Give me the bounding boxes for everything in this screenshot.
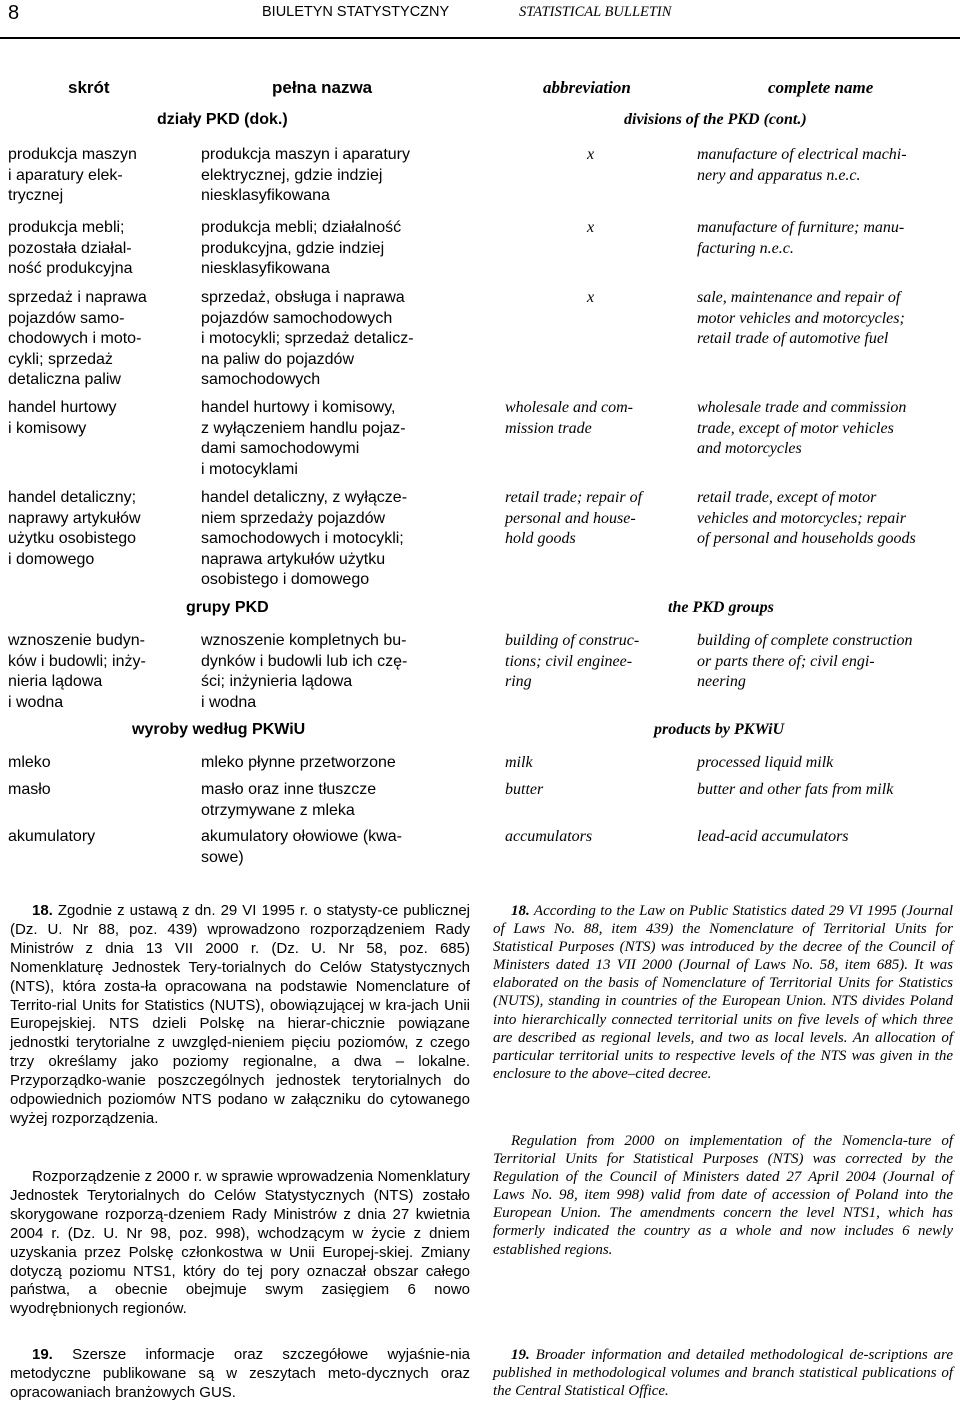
table-cell-full-pl: mleko płynne przetworzone bbox=[201, 754, 396, 771]
col-header-full-pl: pełna nazwa bbox=[272, 78, 373, 97]
table-cell-full-en: processed liquid milk bbox=[697, 754, 834, 771]
bulletin-title-en: STATISTICAL BULLETIN bbox=[519, 4, 672, 20]
table-cell-full-en: butter and other fats from milk bbox=[697, 781, 894, 798]
note-number: 18. bbox=[511, 903, 530, 919]
table-cell-short-en: butter bbox=[505, 781, 544, 798]
col-header-short-pl: skrót bbox=[68, 78, 110, 97]
note-number: 18. bbox=[32, 902, 53, 919]
table-cell-short-en: accumulators bbox=[505, 828, 593, 845]
table-cell-full-pl: handel detaliczny, z wyłącze- niem sprzedaży pojazdów samochodowych i motocykli; naprawa artykułów użytku osobistego i domowego bbox=[201, 489, 408, 588]
col-header-full-en: complete name bbox=[768, 78, 874, 97]
table-cell-full-en: lead-acid accumulators bbox=[697, 828, 849, 845]
note-number: 19. bbox=[32, 1346, 53, 1363]
table-cell-short-pl: mleko bbox=[8, 754, 51, 771]
note-18-pl bbox=[10, 902, 470, 1129]
note-19-pl bbox=[10, 1346, 470, 1403]
note-number: 19. bbox=[511, 1347, 530, 1363]
table-cell-short-en: retail trade; repair of personal and house- hold goods bbox=[505, 489, 643, 547]
page-header bbox=[0, 0, 960, 39]
table-cell-full-pl: wznoszenie kompletnych bu- dynków i budowli lub ich czę- ści; inżynieria lądowa i wodna bbox=[201, 632, 408, 711]
bulletin-title-pl: BIULETYN STATYSTYCZNY bbox=[262, 4, 450, 20]
table-cell-short-pl: sprzedaż i naprawa pojazdów samo- chodowych i moto- cykli; sprzedaż detaliczna paliw bbox=[8, 289, 147, 388]
table-cell-short-en: wholesale and com- mission trade bbox=[505, 399, 633, 437]
table-cell-full-pl: akumulatory ołowiowe (kwa- sowe) bbox=[201, 828, 402, 866]
note-text: Broader information and detailed methodological de-scriptions are published in methodological volumes and branch statistical publications of the Central Statistical Office. bbox=[493, 1347, 953, 1400]
table-cell-full-pl: produkcja maszyn i aparatury elektrycznej, gdzie indziej niesklasyfikowana bbox=[201, 146, 410, 204]
col-header-short-en: abbreviation bbox=[543, 78, 631, 97]
table-cell-full-en: manufacture of furniture; manu- facturing n.e.c. bbox=[697, 219, 905, 257]
note-text: Zgodnie z ustawą z dn. 29 VI 1995 r. o statysty-ce publicznej (Dz. U. Nr 88, poz. 439) wprowadzono rozporządzeniem Rady Ministrów z dnia 13 VII 2000 r. (Dz. U. Nr 58, poz. 685) Nomenklaturę Jednostek Tery-torialnych do Celów Statystycznych (NTS), która zosta-ła opracowana na podstawie Nomenclature of Territo-rial Units for Statistics (NUTS), obowiązującej w kra-jach Unii Europejskiej. NTS dzieli Polskę na hierar-chicznie powiązane jednostki terytorialne z uwzględ-nieniem pięciu poziomów, z czego trzy określamy jako poziomy regionalne, a dwa – lokalne. Przyporządko-wanie poszczególnych jednostek terytorialnych do odpowiednich poziomów NTS podano w załączniku do cytowanego wyżej rozporządzenia. bbox=[10, 902, 470, 1127]
note-18-pl-paragraph-2: Rozporządzenie z 2000 r. w sprawie wprowadzenia Nomenklatury Jednostek Terytorialnych do Celów Statystycznych (NTS) zostało skorygowane rozporzą-dzeniem Rady Ministrów z dnia 27 kwietnia 2004 r. (Dz. U. Nr 98, poz. 998), wchodzącym w życie z dniem uzyskania przez Polskę członkostwa w Unii Europej-skiej. Zmiany dotyczą poziomu NTS1, który do tej pory oznaczał obszar całego państwa, a obecnie obejmuje swym zasięgiem 6 nowo wyodrębnionych regionów. bbox=[10, 1168, 470, 1318]
section-products-en: products by PKWiU bbox=[654, 721, 785, 738]
table-cell-short-pl: masło bbox=[8, 781, 51, 798]
table-cell-full-en: retail trade, except of motor vehicles and motorcycles; repair of personal and households goods bbox=[697, 489, 916, 547]
table-cell-short-en: x bbox=[587, 289, 595, 306]
note-text: According to the Law on Public Statistics dated 29 VI 1995 (Journal of Laws No. 88, item 439) the Nomenclature of Territorial Units for Statistical Purposes (NTS) was introduced by the decree of the Council of Ministers dated 13 VII 2000 (Journal of Laws No. 58, item 685). It was elaborated on the basis of Nomenclature of Territorial Units for Statistics (NUTS), standing in countries of the European Union. NTS divides Poland into hierarchically connected territorial units on five levels of which three are described as regional levels, and two as local levels. An allocation of particular territorial units to respective levels of the NTS was given in the enclosure to the above–cited decree. bbox=[493, 903, 953, 1082]
table-cell-short-pl: produkcja mebli; pozostała działal- ność produkcyjna bbox=[8, 219, 133, 277]
table-cell-short-pl: akumulatory bbox=[8, 828, 96, 845]
table-cell-full-pl: masło oraz inne tłuszcze otrzymywane z mleka bbox=[201, 781, 377, 819]
section-groups-en: the PKD groups bbox=[668, 599, 774, 616]
section-groups-pl: grupy PKD bbox=[186, 599, 269, 616]
table-cell-short-en: building of construc- tions; civil enginee- ring bbox=[505, 632, 640, 690]
table-cell-full-pl: sprzedaż, obsługa i naprawa pojazdów samochodowych i motocykli; sprzedaż detalicz- na paliw do pojazdów samochodowych bbox=[201, 289, 414, 388]
note-18-en bbox=[493, 902, 953, 1083]
section-products-pl: wyroby według PKWiU bbox=[132, 721, 306, 738]
table-cell-full-pl: produkcja mebli; działalność produkcyjna, gdzie indziej niesklasyfikowana bbox=[201, 219, 402, 277]
note-18-en-paragraph-2: Regulation from 2000 on implementation of the Nomencla-ture of Territorial Units for Statistical Purposes (NTS) was corrected by the Regulation of the Council of Ministers dated 27 April 2004 (Journal of Laws No. 98, item 998) valid from date of accession of Poland into the European Union. The amendments concern the level NTS1, which has formerly indicated the country as a whole and now includes 6 newly established regions. bbox=[493, 1133, 953, 1258]
table-cell-short-en: milk bbox=[505, 754, 533, 771]
section-divisions-en: divisions of the PKD (cont.) bbox=[624, 111, 807, 128]
table-cell-full-en: wholesale trade and commission trade, except of motor vehicles and motorcycles bbox=[697, 399, 907, 457]
table-cell-short-en: x bbox=[587, 219, 595, 236]
table-cell-full-en: manufacture of electrical machi- nery and apparatus n.e.c. bbox=[697, 146, 907, 184]
page-number: 8 bbox=[8, 2, 20, 24]
table-cell-short-pl: handel hurtowy i komisowy bbox=[8, 399, 117, 437]
note-text: Szersze informacje oraz szczegółowe wyjaśnie-nia metodyczne publikowane są w zeszytach meto-dycznych oraz opracowaniach branżowych GUS. bbox=[10, 1346, 470, 1401]
table-cell-short-pl: produkcja maszyn i aparatury elek- trycznej bbox=[8, 146, 137, 204]
table-cell-short-pl: wznoszenie budyn- ków i budowli; inży- nieria lądowa i wodna bbox=[8, 632, 146, 711]
table-cell-short-pl: handel detaliczny; naprawy artykułów użytku osobistego i domowego bbox=[8, 489, 141, 568]
table-cell-full-en: sale, maintenance and repair of motor vehicles and motorcycles; retail trade of automotive fuel bbox=[697, 289, 905, 347]
section-divisions-pl: działy PKD (dok.) bbox=[157, 111, 288, 128]
note-19-en bbox=[493, 1346, 953, 1400]
table-cell-short-en: x bbox=[587, 146, 595, 163]
table-cell-full-en: building of complete construction or parts there of; civil engi- neering bbox=[697, 632, 913, 690]
table-cell-full-pl: handel hurtowy i komisowy, z wyłączeniem handlu pojaz- dami samochodowymi i motocyklami bbox=[201, 399, 406, 478]
